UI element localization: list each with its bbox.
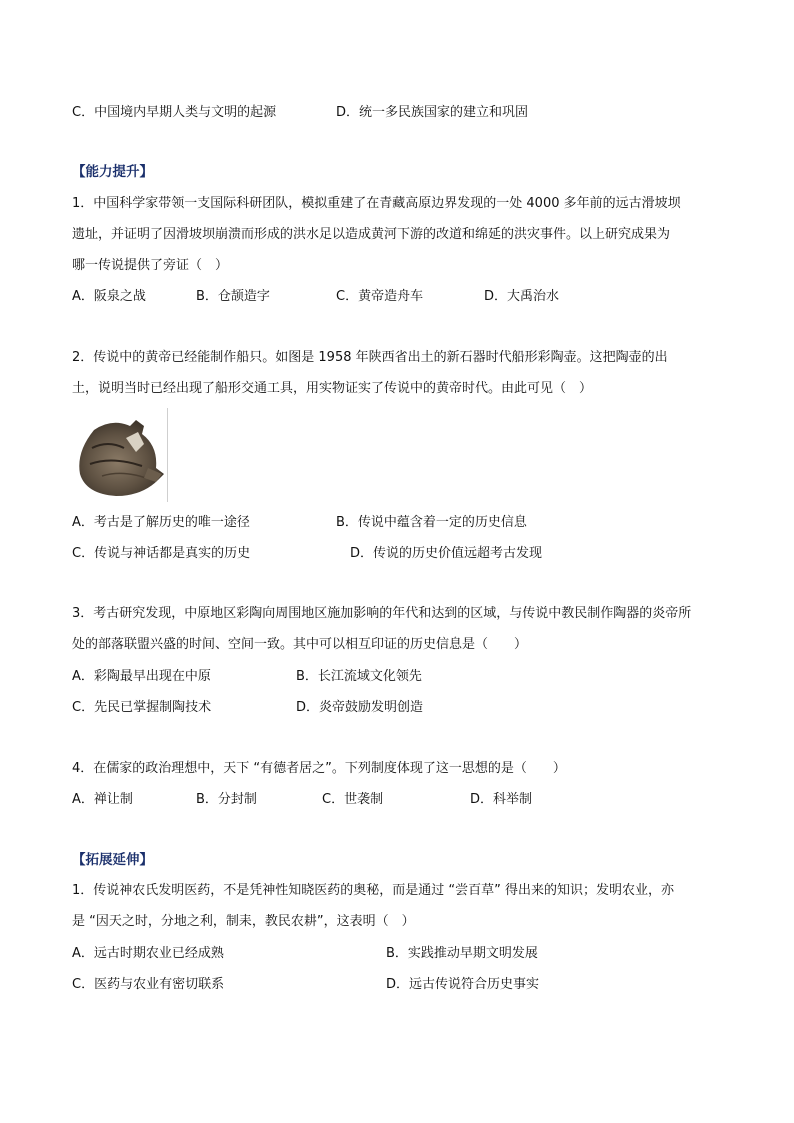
- question-1-option-a: A．阪泉之战: [72, 289, 146, 304]
- question-2-option-d: D．传说的历史价值远超考古发现: [350, 546, 543, 561]
- question-3-line-1: 3．考古研究发现，中原地区彩陶向周围地区施加影响的年代和达到的区域，与传说中教民制作陶器的炎帝所: [72, 606, 692, 621]
- question-1-line-2: 遗址，并证明了因滑坡坝崩溃而形成的洪水足以造成黄河下游的改道和绵延的洪灾事件。以上研究成果为: [72, 227, 671, 242]
- question-3-option-b: B．长江流域文化领先: [296, 669, 422, 684]
- question-2-line-2: 土，说明当时已经出现了船形交通工具，用实物证实了传说中的黄帝时代。由此可见（ ）: [72, 381, 593, 396]
- question-4-option-c: C．世袭制: [322, 792, 384, 807]
- question-1-option-b: B．仓颉造字: [196, 289, 270, 304]
- option-d: D．统一多民族国家的建立和巩固: [336, 105, 529, 120]
- question-2-option-c: C．传说与神话都是真实的历史: [72, 546, 251, 561]
- section-heading-extend: 【拓展延伸】: [72, 852, 153, 868]
- question-3-option-c: C．先民已掌握制陶技术: [72, 700, 212, 715]
- image-border: [167, 408, 168, 502]
- option-c: C．中国境内早期人类与文明的起源: [72, 105, 277, 120]
- extend-question-1-option-c: C．医药与农业有密切联系: [72, 977, 225, 992]
- pottery-pot-image: [72, 408, 168, 502]
- question-1-line-1: 1．中国科学家带领一支国际科研团队，模拟重建了在青藏高原边界发现的一处 4000 多年前的远古滑坡坝: [72, 196, 681, 211]
- extend-question-1-line-2: 是 “因天之时，分地之利，制耒，教民农耕”，这表明（ ）: [72, 914, 415, 929]
- extend-question-1-option-d: D．远古传说符合历史事实: [386, 977, 540, 992]
- question-2-option-b: B．传说中蕴含着一定的历史信息: [336, 515, 527, 530]
- question-1-option-c: C．黄帝造舟车: [336, 289, 424, 304]
- question-3-line-2: 处的部落联盟兴盛的时间、空间一致。其中可以相互印证的历史信息是（ ）: [72, 637, 528, 652]
- question-2-line-1: 2．传说中的黄帝已经能制作船只。如图是 1958 年陕西省出土的新石器时代船形彩陶壶。这把陶壶的出: [72, 350, 668, 365]
- question-4-option-a: A．禅让制: [72, 792, 133, 807]
- question-4-line-1: 4．在儒家的政治理想中，天下 “有德者居之”。下列制度体现了这一思想的是（ ）: [72, 761, 566, 776]
- extend-question-1-line-1: 1．传说神农氏发明医药，不是凭神性知晓医药的奥秘，而是通过 “尝百草” 得出来的知识；发明农业，亦: [72, 883, 675, 898]
- question-2-option-a: A．考古是了解历史的唯一途径: [72, 515, 250, 530]
- question-1-line-3: 哪一传说提供了旁证（ ）: [72, 258, 229, 273]
- question-3-option-a: A．彩陶最早出现在中原: [72, 669, 211, 684]
- section-heading-ability: 【能力提升】: [72, 164, 153, 180]
- extend-question-1-option-b: B．实践推动早期文明发展: [386, 946, 538, 961]
- question-4-option-b: B．分封制: [196, 792, 257, 807]
- extend-question-1-option-a: A．远古时期农业已经成熟: [72, 946, 224, 961]
- question-3-option-d: D．炎帝鼓励发明创造: [296, 700, 424, 715]
- question-4-option-d: D．科举制: [470, 792, 533, 807]
- question-1-option-d: D．大禹治水: [484, 289, 560, 304]
